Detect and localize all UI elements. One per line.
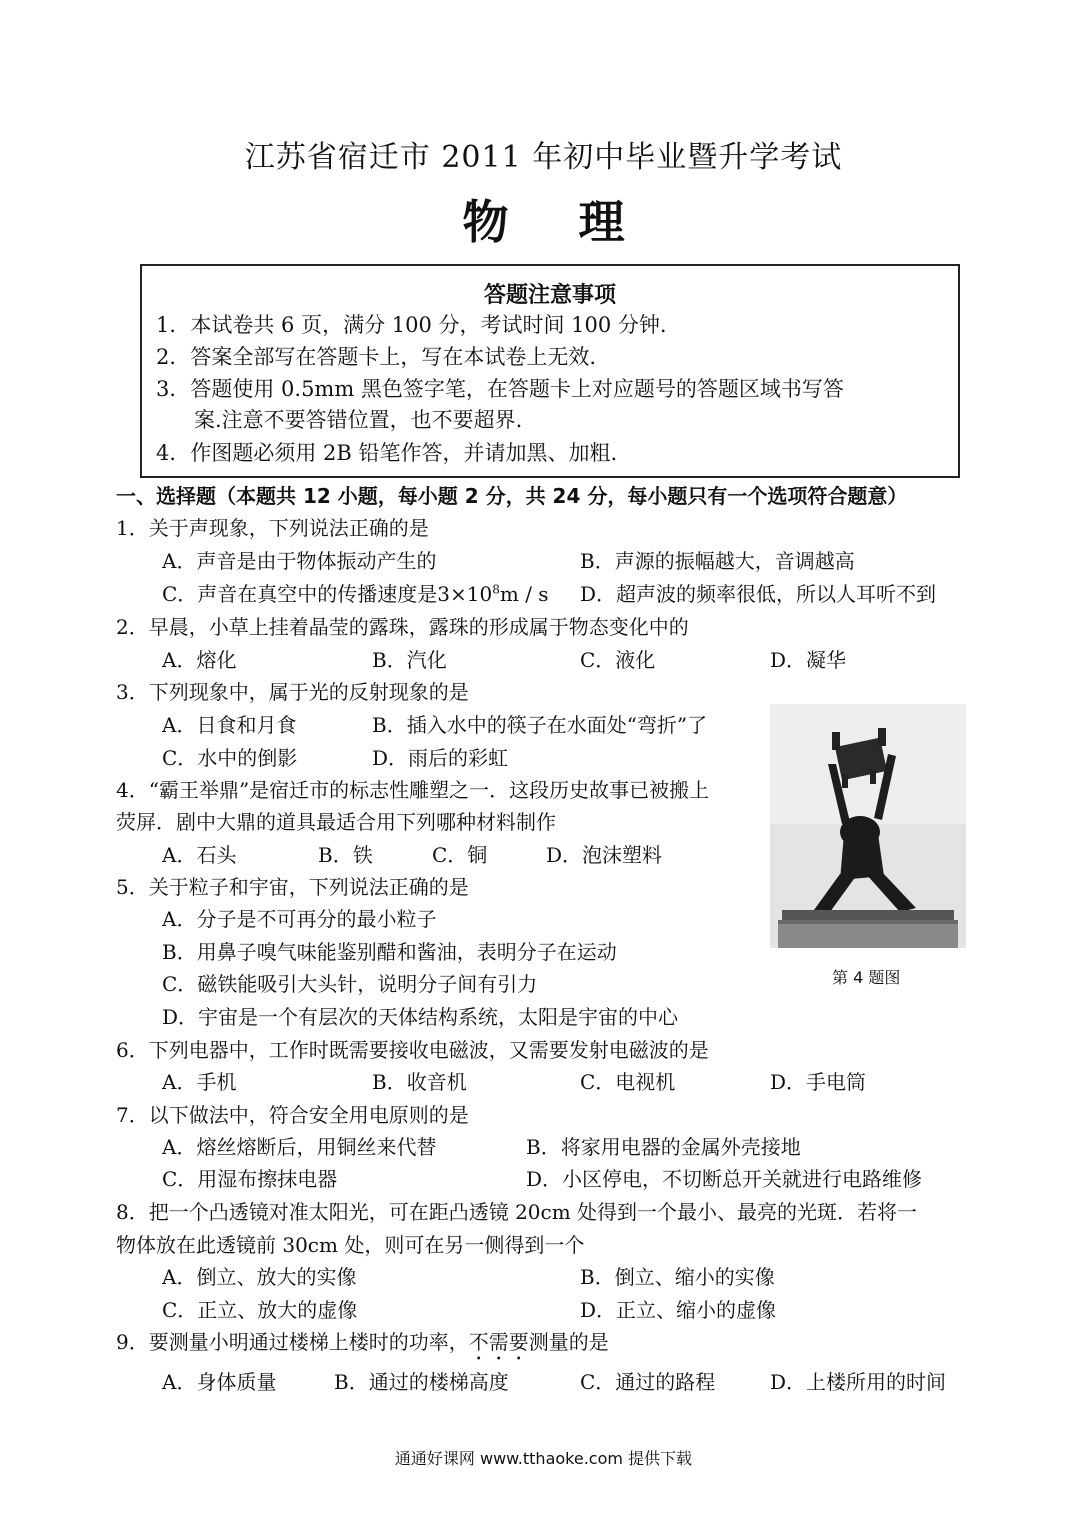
q3-option-d: D．雨后的彩虹	[372, 746, 509, 770]
exam-title: 江苏省宿迁市 2011 年初中毕业暨升学考试	[244, 140, 843, 175]
q6-option-b: B．收音机	[372, 1070, 467, 1094]
sculpture-image	[770, 704, 966, 948]
notice-item-3-line1: 3．答题使用 0.5mm 黑色签字笔，在答题卡上对应题号的答题区域书写答	[156, 377, 844, 401]
q2-stem: 2．早晨，小草上挂着晶莹的露珠，露珠的形成属于物态变化中的	[116, 615, 689, 639]
q9-option-a: A．身体质量	[162, 1370, 277, 1394]
notice-item-3-line2: 案.注意不要答错位置，也不要超界.	[194, 408, 523, 432]
q1-option-c-unit: m / s	[499, 582, 549, 606]
q1-option-c-text: C．声音在真空中的传播速度是3×10	[162, 582, 493, 606]
q4-option-d: D．泡沫塑料	[546, 843, 663, 867]
q3-option-a: A．日食和月食	[162, 713, 297, 737]
q8-option-c: C．正立、放大的虚像	[162, 1298, 358, 1322]
subject-title: 物理	[462, 195, 695, 249]
section-heading: 一、选择题（本题共 12 小题，每小题 2 分，共 24 分，每小题只有一个选项符合题意）	[116, 484, 908, 508]
q5-option-c: C．磁铁能吸引大头针，说明分子间有引力	[162, 972, 538, 996]
q8-option-d: D．正立、缩小的虚像	[580, 1298, 777, 1322]
q1-option-b: B．声源的振幅越大，音调越高	[580, 549, 855, 573]
q6-stem: 6．下列电器中，工作时既需要接收电磁波，又需要发射电磁波的是	[116, 1038, 709, 1062]
notice-box	[140, 264, 960, 478]
q9-option-c: C．通过的路程	[580, 1370, 716, 1394]
q1-option-a: A．声音是由于物体振动产生的	[162, 549, 437, 573]
notice-item-1: 1．本试卷共 6 页，满分 100 分，考试时间 100 分钟.	[156, 313, 667, 337]
q9-stem-pre: 9．要测量小明通过楼梯上楼时的功率，	[116, 1330, 469, 1354]
q7-option-b: B．将家用电器的金属外壳接地	[526, 1135, 801, 1159]
q6-option-c: C．电视机	[580, 1070, 676, 1094]
q7-option-c: C．用湿布擦抹电器	[162, 1167, 338, 1191]
q9-stem	[116, 1326, 609, 1365]
q5-option-b: B．用鼻子嗅气味能鉴别醋和酱油，表明分子在运动	[162, 940, 617, 964]
q8-option-b: B．倒立、缩小的实像	[580, 1265, 775, 1289]
q2-option-c: C．液化	[580, 648, 656, 672]
q8-stem-line2: 物体放在此透镜前 30cm 处，则可在另一侧得到一个	[116, 1233, 585, 1257]
q5-option-d: D．宇宙是一个有层次的天体结构系统，太阳是宇宙的中心	[162, 1005, 679, 1029]
q4-option-b: B．铁	[318, 843, 373, 867]
q2-option-d: D．凝华	[770, 648, 847, 672]
q3-option-b: B．插入水中的筷子在水面处“弯折”了	[372, 713, 708, 737]
notice-item-2: 2．答案全部写在答题卡上，写在本试卷上无效.	[156, 345, 597, 369]
q1-option-c-exponent: 8	[492, 582, 500, 597]
notice-item-3	[156, 374, 844, 436]
q8-option-a: A．倒立、放大的实像	[162, 1265, 357, 1289]
q1-option-c	[162, 578, 549, 607]
q2-option-a: A．熔化	[162, 648, 237, 672]
q4-stem-line1: 4．“霸王举鼎”是宿迁市的标志性雕塑之一．这段历史故事已被搬上	[116, 778, 710, 802]
q3-stem: 3．下列现象中，属于光的反射现象的是	[116, 680, 469, 704]
q9-stem-emphasis: 不需要	[468, 1330, 529, 1354]
q7-option-a: A．熔丝熔断后，用铜丝来代替	[162, 1135, 437, 1159]
page-footer: 通通好课网 www.tthaoke.com 提供下载	[394, 1449, 693, 1468]
q8-stem-line1: 8．把一个凸透镜对准太阳光，可在距凸透镜 20cm 处得到一个最小、最亮的光斑．若将一	[116, 1200, 918, 1224]
notice-title: 答题注意事项	[483, 283, 616, 308]
q3-option-c: C．水中的倒影	[162, 746, 298, 770]
figure-caption: 第 4 题图	[832, 968, 901, 987]
q9-stem-post: 测量的是	[528, 1330, 609, 1354]
q1-option-d: D．超声波的频率很低，所以人耳听不到	[580, 582, 937, 606]
q7-stem: 7．以下做法中，符合安全用电原则的是	[116, 1103, 469, 1127]
q2-option-b: B．汽化	[372, 648, 447, 672]
q7-option-d: D．小区停电，不切断总开关就进行电路维修	[526, 1167, 923, 1191]
q5-stem: 5．关于粒子和宇宙，下列说法正确的是	[116, 875, 469, 899]
notice-item-4: 4．作图题必须用 2B 铅笔作答，并请加黑、加粗.	[156, 441, 618, 465]
q9-option-b: B．通过的楼梯高度	[334, 1370, 509, 1394]
q9-option-d: D．上楼所用的时间	[770, 1370, 947, 1394]
sculpture-figure	[770, 704, 966, 948]
q6-option-a: A．手机	[162, 1070, 237, 1094]
q1-stem: 1．关于声现象，下列说法正确的是	[116, 516, 429, 540]
q4-option-a: A．石头	[162, 843, 237, 867]
q5-option-a: A．分子是不可再分的最小粒子	[162, 907, 437, 931]
q6-option-d: D．手电筒	[770, 1070, 867, 1094]
q4-option-c: C．铜	[432, 843, 488, 867]
q4-stem-line2: 荧屏．剧中大鼎的道具最适合用下列哪种材料制作	[116, 810, 556, 834]
